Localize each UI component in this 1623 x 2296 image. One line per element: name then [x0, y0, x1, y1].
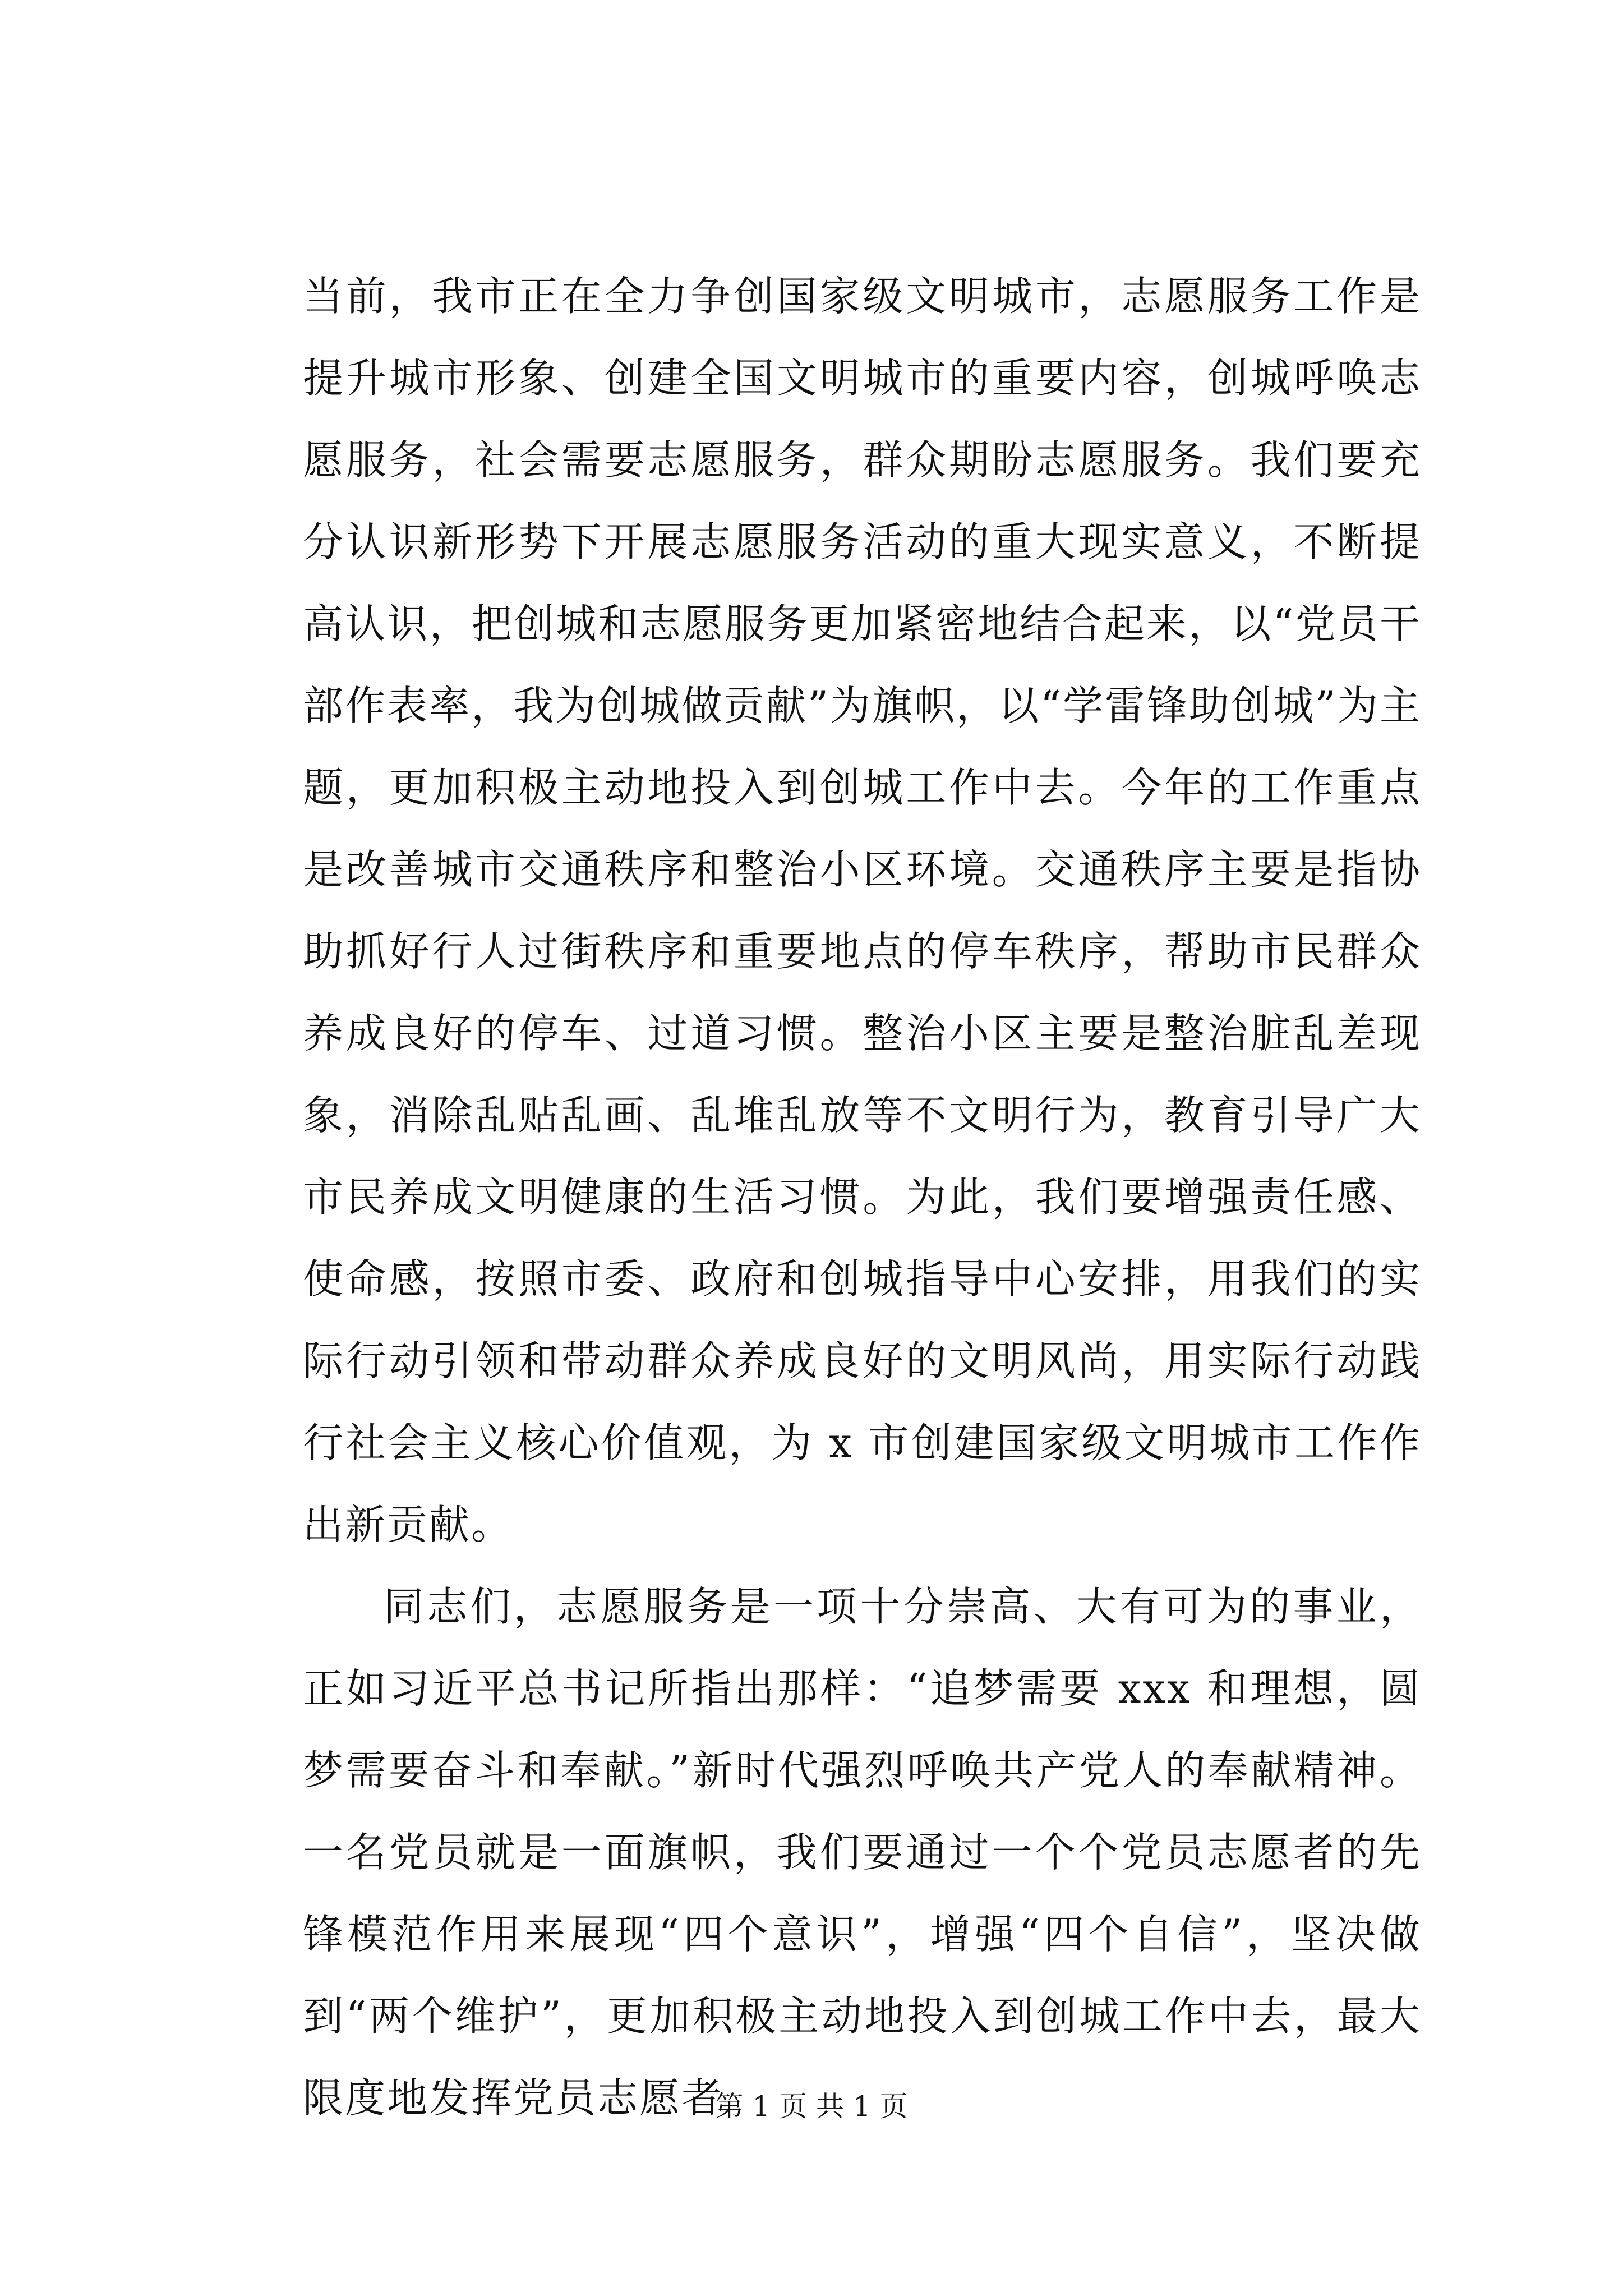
page-footer: 第 1 页 共 1 页 [715, 2090, 908, 2123]
paragraph-1: 当前，我市正在全力争创国家级文明城市，志愿服务工作是提升城市形象、创建全国文明城市的重要内容，创城呼唤志愿服务，社会需要志愿服务，群众期盼志愿服务。我们要充分认识新形势下开展志愿服务活动的重大现实意义，不断提高认识，把创城和志愿服务更加紧密地结合起来，以“党员干部作表率，我为创城做贡献”为旗帜，以“学雷锋助创城”为主题，更加积极主动地投入到创城工作中去。今年的工作重点是改善城市交通秩序和整治小区环境。交通秩序主要是指协助抓好行人过街秩序和重要地点的停车秩序，帮助市民群众养成良好的停车、过道习惯。整治小区主要是整治脏乱差现象，消除乱贴乱画、乱堆乱放等不文明行为，教育引导广大市民养成文明健康的生活习惯。为此，我们要增强责任感、使命感，按照市委、政府和创城指导中心安排，用我们的实际行动引领和带动群众养成良好的文明风尚，用实际行动践行社会主义核心价值观，为 x 市创建国家级文明城市工作作出新贡献。 [303, 273, 1422, 1548]
document-body [303, 255, 1422, 2139]
paragraph-2: 同志们，志愿服务是一项十分崇高、大有可为的事业，正如习近平总书记所指出那样：“追梦需要 xxx 和理想，圆梦需要奋斗和奉献。”新时代强烈呼唤共产党人的奉献精神。一名党员就是一面旗帜，我们要通过一个个党员志愿者的先锋模范作用来展现“四个意识”，增强“四个自信”，坚决做到“两个维护”，更加积极主动地投入到创城工作中去，最大限度地发挥党员志愿者 [303, 1583, 1422, 2122]
